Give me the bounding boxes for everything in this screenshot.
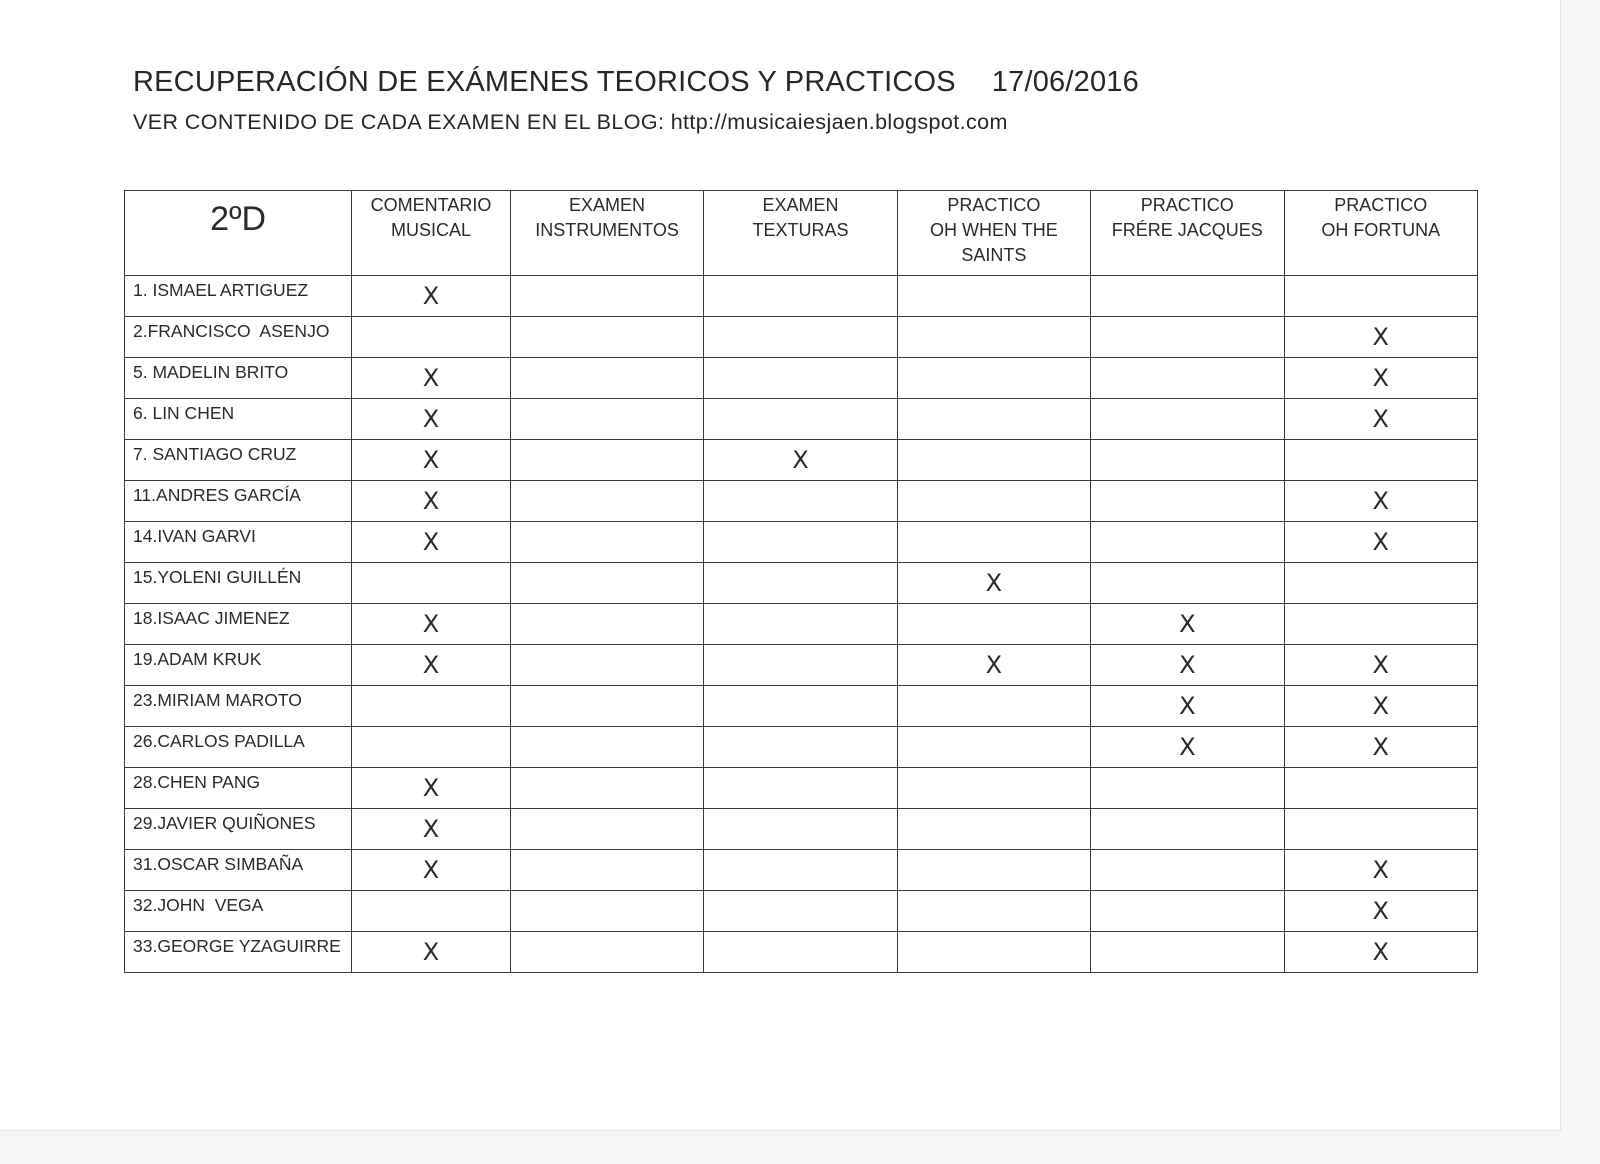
empty-cell [704, 563, 897, 604]
empty-cell [704, 932, 897, 973]
student-name: 33.GEORGE YZAGUIRRE [125, 932, 352, 973]
header-line: FRÉRE JACQUES [1111, 220, 1263, 240]
table-header-row [125, 191, 1478, 276]
header-line: SAINTS [961, 245, 1027, 265]
student-name: 18.ISAAC JIMENEZ [125, 604, 352, 645]
retake-mark: X [422, 405, 440, 433]
empty-cell [510, 399, 703, 440]
empty-cell [897, 932, 1090, 973]
table-row [125, 481, 1478, 522]
table-row [125, 563, 1478, 604]
empty-cell [704, 522, 897, 563]
empty-cell [897, 891, 1090, 932]
retake-mark: X [1372, 323, 1389, 351]
column-header-texturas [704, 191, 897, 276]
empty-cell [704, 358, 897, 399]
retake-mark-cell [1091, 645, 1284, 686]
empty-cell [510, 358, 703, 399]
empty-cell [897, 727, 1090, 768]
retake-mark: X [422, 446, 440, 474]
retake-mark: X [1179, 610, 1196, 638]
empty-cell [704, 399, 897, 440]
table-row [125, 276, 1478, 317]
retake-mark-cell [704, 440, 897, 481]
table-row [125, 358, 1478, 399]
empty-cell [510, 645, 703, 686]
header-line: OH FORTUNA [1321, 220, 1441, 240]
empty-cell [510, 686, 703, 727]
empty-cell [510, 481, 703, 522]
student-name: 7. SANTIAGO CRUZ [125, 440, 352, 481]
exam-date: 17/06/2016 [991, 66, 1139, 98]
empty-cell [897, 686, 1090, 727]
student-name: 28.CHEN PANG [125, 768, 352, 809]
empty-cell [352, 317, 511, 358]
retake-mark-cell [1284, 645, 1477, 686]
student-name: 11.ANDRES GARCÍA [125, 481, 352, 522]
retake-mark: X [1372, 938, 1389, 966]
retake-mark-cell [352, 768, 511, 809]
empty-cell [897, 399, 1090, 440]
empty-cell [1091, 440, 1284, 481]
retake-mark: X [1372, 364, 1389, 392]
header-line: EXAMEN [762, 195, 839, 215]
empty-cell [510, 850, 703, 891]
empty-cell [897, 850, 1090, 891]
retake-mark-cell [1091, 604, 1284, 645]
empty-cell [704, 891, 897, 932]
student-name: 19.ADAM KRUK [125, 645, 352, 686]
empty-cell [704, 727, 897, 768]
retake-mark: X [985, 651, 1003, 679]
table-row [125, 686, 1478, 727]
retake-mark: X [1372, 487, 1389, 515]
empty-cell [1284, 768, 1477, 809]
page-title [133, 66, 1139, 99]
column-header-instrumentos [510, 191, 703, 276]
table-row [125, 440, 1478, 481]
empty-cell [704, 317, 897, 358]
empty-cell [704, 645, 897, 686]
empty-cell [897, 481, 1090, 522]
retake-mark: X [1179, 692, 1196, 720]
retake-mark-cell [1284, 932, 1477, 973]
empty-cell [1091, 768, 1284, 809]
empty-cell [897, 317, 1090, 358]
empty-cell [1091, 809, 1284, 850]
empty-cell [1091, 891, 1284, 932]
table-row [125, 522, 1478, 563]
empty-cell [704, 276, 897, 317]
column-header-comentario [352, 191, 511, 276]
header-line: TEXTURAS [752, 220, 849, 240]
student-name: 6. LIN CHEN [125, 399, 352, 440]
retake-mark: X [1372, 405, 1389, 433]
header-line: PRACTICO [1334, 195, 1428, 215]
empty-cell [510, 317, 703, 358]
retake-mark: X [422, 856, 440, 884]
empty-cell [897, 358, 1090, 399]
retake-mark: X [1372, 692, 1389, 720]
retake-mark-cell [352, 645, 511, 686]
retake-mark: X [422, 815, 440, 843]
empty-cell [510, 276, 703, 317]
empty-cell [510, 768, 703, 809]
retake-mark-cell [1091, 727, 1284, 768]
empty-cell [1091, 358, 1284, 399]
table-row [125, 604, 1478, 645]
empty-cell [510, 604, 703, 645]
roster-body [125, 276, 1478, 973]
empty-cell [352, 563, 511, 604]
empty-cell [1284, 809, 1477, 850]
column-header-saints [897, 191, 1090, 276]
empty-cell [704, 809, 897, 850]
table-row [125, 645, 1478, 686]
retake-mark: X [1372, 651, 1389, 679]
retake-mark-cell [1284, 317, 1477, 358]
empty-cell [510, 440, 703, 481]
header-line: PRACTICO [947, 195, 1041, 215]
retake-mark: X [792, 446, 809, 474]
header-line: MUSICAL [391, 220, 472, 240]
retake-mark-cell [352, 932, 511, 973]
retake-mark-cell [352, 604, 511, 645]
title-text: RECUPERACIÓN DE EXÁMENES TEORICOS Y PRACTICOS [133, 66, 956, 98]
retake-mark: X [422, 774, 440, 802]
retake-mark-cell [1284, 891, 1477, 932]
table-row [125, 850, 1478, 891]
empty-cell [1284, 440, 1477, 481]
retake-mark: X [422, 487, 440, 515]
empty-cell [1091, 850, 1284, 891]
retake-mark-cell [897, 645, 1090, 686]
empty-cell [897, 440, 1090, 481]
retake-mark-cell [1284, 850, 1477, 891]
student-name: 2.FRANCISCO ASENJO [125, 317, 352, 358]
retake-mark: X [985, 569, 1003, 597]
empty-cell [510, 727, 703, 768]
student-name: 32.JOHN VEGA [125, 891, 352, 932]
student-name: 1. ISMAEL ARTIGUEZ [125, 276, 352, 317]
student-name: 14.IVAN GARVI [125, 522, 352, 563]
header-line: OH WHEN THE [930, 220, 1058, 240]
student-name: 23.MIRIAM MAROTO [125, 686, 352, 727]
retake-mark-cell [1284, 686, 1477, 727]
empty-cell [510, 563, 703, 604]
empty-cell [1091, 399, 1284, 440]
empty-cell [510, 932, 703, 973]
retake-mark: X [1372, 897, 1389, 925]
table-row [125, 932, 1478, 973]
student-name: 29.JAVIER QUIÑONES [125, 809, 352, 850]
retake-mark: X [422, 528, 440, 556]
empty-cell [897, 522, 1090, 563]
empty-cell [897, 809, 1090, 850]
student-name: 26.CARLOS PADILLA [125, 727, 352, 768]
retake-mark: X [1179, 733, 1196, 761]
retake-mark-cell [352, 276, 511, 317]
empty-cell [704, 604, 897, 645]
empty-cell [1091, 276, 1284, 317]
empty-cell [1091, 563, 1284, 604]
student-name: 5. MADELIN BRITO [125, 358, 352, 399]
empty-cell [704, 481, 897, 522]
empty-cell [1091, 932, 1284, 973]
retake-mark-cell [897, 563, 1090, 604]
table-row [125, 809, 1478, 850]
retake-mark: X [422, 364, 440, 392]
student-name: 31.OSCAR SIMBAÑA [125, 850, 352, 891]
column-header-oh-fortuna [1284, 191, 1477, 276]
retake-mark-cell [1284, 358, 1477, 399]
table-row [125, 727, 1478, 768]
retake-mark-cell [1284, 727, 1477, 768]
empty-cell [1284, 276, 1477, 317]
retake-mark: X [422, 282, 440, 310]
student-name: 15.YOLENI GUILLÉN [125, 563, 352, 604]
retake-mark-cell [1284, 399, 1477, 440]
retake-mark: X [422, 938, 440, 966]
empty-cell [897, 276, 1090, 317]
empty-cell [510, 809, 703, 850]
empty-cell [1091, 317, 1284, 358]
empty-cell [510, 522, 703, 563]
retake-mark-cell [352, 850, 511, 891]
empty-cell [704, 768, 897, 809]
empty-cell [1284, 563, 1477, 604]
blog-reference: VER CONTENIDO DE CADA EXAMEN EN EL BLOG: http://musicaiesjaen.blogspot.com [133, 110, 1008, 134]
empty-cell [897, 768, 1090, 809]
retake-mark: X [1179, 651, 1196, 679]
table-row [125, 891, 1478, 932]
retake-mark-cell [352, 440, 511, 481]
header-line: INSTRUMENTOS [535, 220, 679, 240]
retake-mark: X [1372, 856, 1389, 884]
table-row [125, 399, 1478, 440]
retake-mark-cell [1091, 686, 1284, 727]
empty-cell [510, 891, 703, 932]
retake-mark-cell [352, 358, 511, 399]
table-row [125, 317, 1478, 358]
retake-mark: X [1372, 733, 1389, 761]
retake-mark-cell [352, 522, 511, 563]
retake-mark-cell [1284, 481, 1477, 522]
retake-mark-cell [352, 399, 511, 440]
exam-roster-table [124, 190, 1478, 973]
retake-mark: X [422, 610, 440, 638]
retake-mark: X [1372, 528, 1389, 556]
empty-cell [897, 604, 1090, 645]
retake-mark: X [422, 651, 440, 679]
empty-cell [704, 686, 897, 727]
empty-cell [1091, 522, 1284, 563]
empty-cell [704, 850, 897, 891]
class-group-label: 2ºD [125, 191, 352, 276]
header-line: PRACTICO [1140, 195, 1234, 215]
empty-cell [352, 727, 511, 768]
table-row [125, 768, 1478, 809]
empty-cell [352, 891, 511, 932]
header-line: COMENTARIO [370, 195, 492, 215]
retake-mark-cell [352, 481, 511, 522]
retake-mark-cell [352, 809, 511, 850]
empty-cell [352, 686, 511, 727]
empty-cell [1091, 481, 1284, 522]
empty-cell [1284, 604, 1477, 645]
header-line: EXAMEN [569, 195, 646, 215]
retake-mark-cell [1284, 522, 1477, 563]
column-header-frere-jacques [1091, 191, 1284, 276]
